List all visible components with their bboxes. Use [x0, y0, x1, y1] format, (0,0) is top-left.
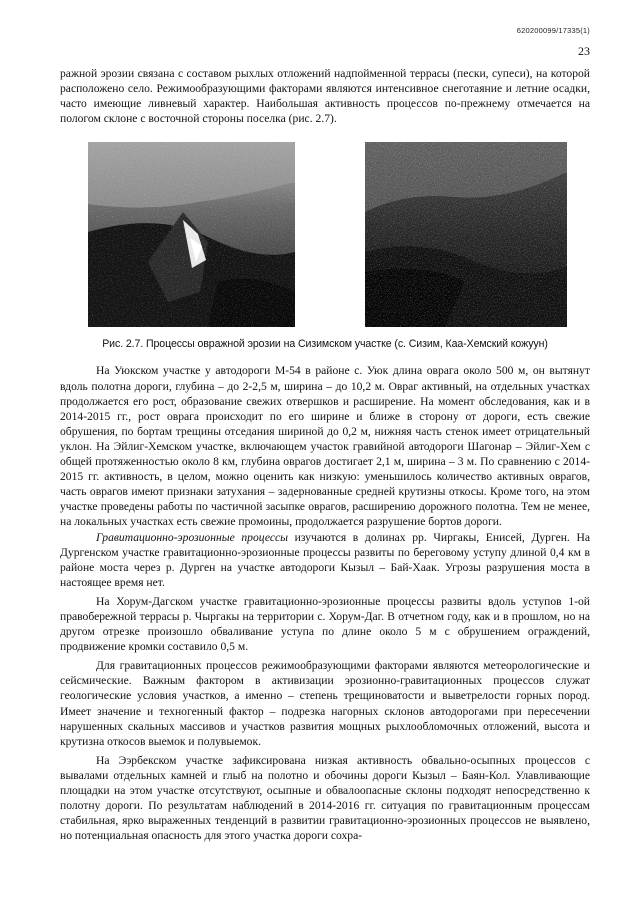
- page-content: [60, 66, 590, 843]
- document-number: 620200099/17335(1): [516, 26, 590, 35]
- paragraph-factors: Для гравитационных процессов режимообразующими факторами являются метеорологические и сейсмические. Важным фактором в активизации эрозионно-гравитационных процессов служат геологические условия участков, а именно – степень трещиноватости и выветрелости горных пород. Имеет значение и техногенный фактор – подрезка нагорных склонов автодорогами при пересечении нарушенных скальных массивов и участков развития мощных рыхлообломочных отложений, высота и крутизна откосов выемок и полувыемок.: [60, 659, 590, 748]
- intro-paragraph: ражной эрозии связана с составом рыхлых отложений надпойменной террасы (пески, супеси), на которой расположено село. Режимообразующими факторами являются интенсивное снеготаяние и летние осадки, часто имеющие ливневый характер. Наибольшая активность процессов по-прежнему отмечается на пологом склоне с восточной стороны поселка (рис. 2.7).: [60, 67, 590, 126]
- paragraph-eerbek: На Ээрбекском участке зафиксирована низкая активность обвально-осыпных процессов с вывалами отдельных камней и глыб на полотно и обочины дороги Кызыл – Баян-Кол. Улавливающие площадки на этом участке отсутствуют, осыпные и обвалоопасные склоны подходят непосредственно к полотну дороги. По результатам наблюдений в 2014-2016 гг. ситуация по гравитационным процессам стабильная, ярко выраженных тенденций в развитии гравитационно-эрозионных процессов не выявлено, но потенциальная опасность для этого участка дороги сохра-: [60, 753, 590, 843]
- paragraph-gravitational-erosion-text: изучаются в долинах рр. Чиргакы, Енисей, Дурген. На Дургенском участке гравитационно-эрозионные процессы развиты по береговому уступу длиной 0,4 км в районе моста через р. Дурген на участке автодороги Кызыл – Бай-Хаак. Угрозы разрушения моста в настоящее время нет.: [60, 530, 590, 589]
- paragraph-khorum-dag: На Хорум-Дагском участке гравитационно-эрозионные процессы развиты вдоль уступов 1-ой правобережной террасы р. Чыргакы на территории с. Хорум-Даг. В отчетном году, как и в прошлом, но на другом отрезке произошло обваливание уступа по длине около 5 м с обрушением ограждений, продвижение кромки составило 0,5 м.: [60, 594, 590, 654]
- ravine-photo-right: [365, 142, 567, 327]
- term-italic: Гравитационно-эрозионные процессы: [96, 530, 288, 544]
- ravine-photo-left: [88, 142, 295, 327]
- page-number: 23: [578, 44, 590, 58]
- figure-caption: Рис. 2.7. Процессы овражной эрозии на Сизимском участке (с. Сизим, Каа-Хемский кожуун): [102, 338, 548, 351]
- paragraph-uyuk: На Уюкском участке у автодороги М-54 в районе с. Уюк длина оврага около 500 м, он вытянут вдоль полотна дороги, глубина – до 2-2,5 м, ширина – до 10,2 м. Овраг активный, на отдельных участках продолжается его рост, образование свежих отвершков и расширение. На момент обследования, как и в 2014-2015 гг., рост оврага происходит по его ширине и ближе в сторону от дороги, есть свежие обрушения, по бортам трещины отседания шириной до 0,2 м, нижняя часть стенок имеет отрицательный уклон. На Эйлиг-Хемском участке, включающем участок гравийной автодороги Шагонар – Эйлиг-Хем с общей протяженностью около 8 км, глубина оврагов достигает 2,1 м, ширина – 3 м. По сравнению с 2014-2015 гг. активность, в целом, можно оценить как низкую: уменьшилось количество активных оврагов, часть оврагов имеют признаки затухания – задернованные средней крутизны откосы. Кроме того, на этом участке проведены работы по частичной засыпке оврагов, расширению дорожного полотна. Тем не менее, на локальных участках есть свежие промоины, продолжается разрушение бортов дороги.: [60, 364, 590, 529]
- paragraph-gravitational-erosion: [60, 530, 590, 590]
- figure-photos: [60, 142, 590, 327]
